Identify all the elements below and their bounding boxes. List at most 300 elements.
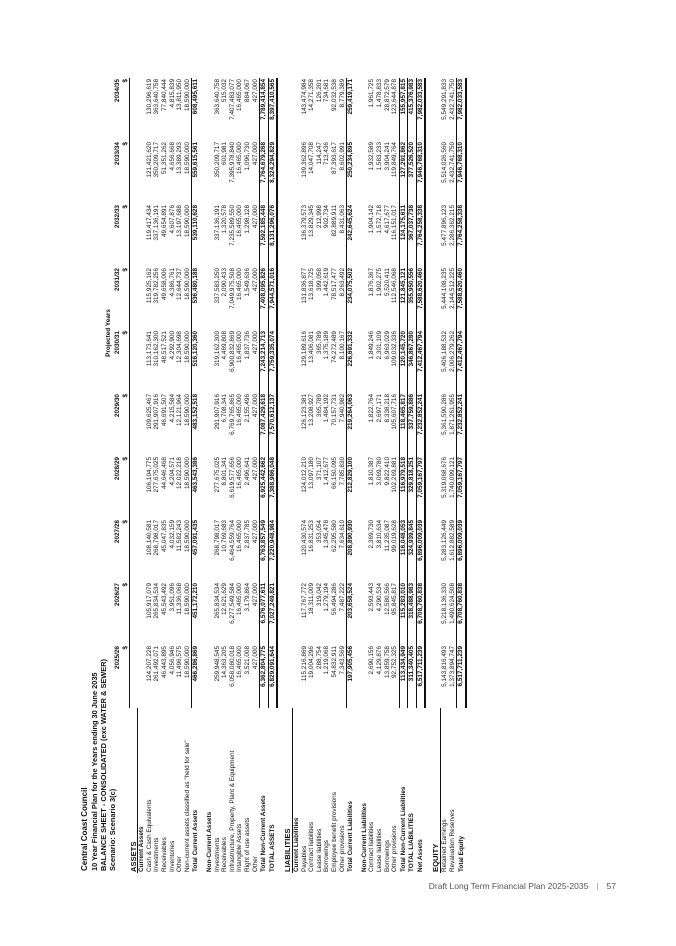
row-label: Receivables	[161, 837, 169, 872]
empty-cell	[284, 582, 292, 645]
value-cell: 1,219,068	[323, 646, 331, 675]
table-row	[384, 78, 392, 873]
value-cell: 28,872,579	[383, 79, 391, 111]
empty-cell	[130, 582, 138, 645]
value-cell: 234,075,502	[347, 267, 355, 330]
value-cell: 8,338,218	[383, 394, 391, 423]
value-cell: 355,950,556	[408, 267, 417, 330]
value-cell: 259,948,545	[213, 646, 221, 682]
value-cell: 311,340,405	[408, 645, 417, 708]
value-cell: 16,465,000	[236, 457, 244, 489]
value-cell: 13,811,950	[176, 79, 184, 111]
value-cell: 115,283,010	[399, 582, 408, 645]
value-cell: 18,590,000	[183, 457, 191, 489]
value-cell: 4,469,808	[221, 331, 229, 360]
value-cell: 4,617,677	[383, 205, 391, 234]
value-cell: 106,104,775	[145, 457, 153, 493]
value-cell: 12,580,566	[383, 583, 391, 615]
empty-cell	[292, 519, 300, 582]
value-cell: 6,896,009,039	[416, 519, 425, 582]
empty-cell	[432, 78, 440, 141]
value-cell: 353,054	[315, 520, 323, 544]
table-row	[441, 78, 449, 873]
table-row	[252, 78, 260, 873]
value-cell: 124,012,210	[300, 457, 308, 493]
empty-cell	[206, 204, 214, 267]
value-cell: 7,049,975,508	[228, 268, 236, 309]
value-cell: 1,583,233	[375, 142, 383, 171]
row-label: Total Non-Current Liabilities	[399, 786, 407, 872]
value-cell: 99,019,628	[391, 520, 399, 552]
value-cell: 116,048,053	[399, 519, 408, 582]
balance-sheet-page	[80, 78, 676, 873]
currency-cell: $	[122, 330, 130, 393]
value-cell: 6,708,341	[221, 394, 229, 423]
value-cell: 124,175,611	[399, 204, 408, 267]
value-cell: 7,785,830	[338, 457, 346, 486]
row-label: Payables	[300, 845, 308, 872]
value-cell: 16,465,000	[236, 268, 244, 300]
empty-cell	[361, 393, 369, 456]
row-label: Other	[176, 856, 184, 872]
value-cell: 16,465,000	[236, 583, 244, 615]
empty-cell	[292, 582, 300, 645]
year-header-cell: 2025/26	[114, 646, 121, 670]
value-cell: 11,496,575	[176, 646, 184, 678]
row-label: EQUITY	[432, 708, 440, 873]
value-cell: 114,247	[315, 142, 323, 165]
value-cell: 49,654,891	[161, 205, 169, 237]
empty-cell	[432, 204, 440, 267]
value-cell: 212,829,100	[347, 456, 355, 519]
table-row	[153, 78, 161, 873]
empty-cell	[206, 141, 214, 204]
value-cell: 8,602,991	[338, 142, 346, 171]
value-cell: 1,572,718	[375, 205, 383, 234]
empty-cell	[284, 456, 292, 519]
value-cell: 126,201	[315, 79, 323, 103]
table-row	[376, 78, 384, 873]
value-cell: 8,324,294,829	[268, 141, 277, 204]
value-cell: 7,789,414,854	[260, 78, 269, 141]
value-cell: 14,363,205	[221, 646, 229, 678]
value-cell: 1,478,833	[375, 79, 383, 108]
value-cell: 608,495,611	[192, 78, 200, 141]
row-label: Receivables	[221, 837, 229, 872]
empty-cell	[138, 141, 146, 204]
table-row	[339, 78, 347, 873]
value-cell: 12,644,737	[176, 268, 184, 300]
value-cell: 13,859,758	[383, 646, 391, 678]
value-cell: 45,543,492	[161, 583, 169, 615]
value-cell: 1,345,478	[323, 520, 331, 549]
value-cell: 16,831,253	[308, 520, 316, 552]
row-label: Non-Current Liabilities	[360, 803, 368, 872]
empty-cell	[130, 519, 138, 582]
value-cell: 1,810,387	[368, 457, 376, 486]
plan-subtitle: 10 Year Financial Plan for the Years ending 30 June 2035	[90, 672, 99, 871]
value-cell: 3,904,241	[383, 142, 391, 171]
empty-cell	[292, 645, 300, 708]
empty-cell	[206, 393, 214, 456]
currency-cell: $	[122, 582, 130, 645]
value-cell: 1,442,619	[323, 268, 331, 297]
value-cell: 126,123,381	[300, 394, 308, 430]
value-cell: 1,871,261,955	[448, 394, 456, 435]
empty-cell	[130, 645, 138, 708]
row-label: TOTAL ASSETS	[269, 824, 277, 872]
row-label: Intangible Assets	[236, 823, 244, 872]
total-row	[260, 78, 269, 873]
value-cell: 129,189,616	[300, 331, 308, 367]
value-cell: 2,432,741,750	[448, 79, 456, 120]
value-cell: 7,634,610	[338, 520, 346, 549]
value-cell: 7,940,982	[338, 394, 346, 423]
table-row	[301, 78, 309, 873]
row-label: Inventories	[168, 840, 176, 872]
subsection-header-row	[138, 78, 146, 873]
row-label: Other provisions	[338, 825, 346, 872]
empty-cell	[130, 267, 138, 330]
value-cell: 288,754	[315, 646, 323, 670]
row-label: Infrastructure, Property, Plant & Equipment	[228, 750, 236, 872]
table-row	[368, 78, 376, 873]
empty-cell	[138, 456, 146, 519]
projected-years-caption	[105, 78, 113, 873]
value-cell: 310,162,300	[153, 331, 161, 367]
empty-cell	[138, 204, 146, 267]
empty-cell	[206, 330, 214, 393]
value-cell: 2,369,730	[368, 520, 376, 549]
value-cell: 87,393,617	[330, 142, 338, 174]
value-cell: 1,320,578	[221, 205, 229, 234]
row-label: LIABILITIES	[284, 708, 292, 873]
value-cell: 4,815,839	[168, 79, 176, 108]
value-cell: 884,067	[244, 79, 251, 103]
value-cell: 363,640,758	[213, 79, 221, 115]
value-cell: 8,131,296,076	[268, 204, 277, 267]
empty-cell	[361, 645, 369, 708]
empty-cell	[432, 645, 440, 708]
value-cell: 136,379,573	[300, 205, 308, 241]
empty-cell	[292, 78, 300, 141]
value-cell: 1,096,730	[244, 142, 251, 171]
value-cell: 265,834,534	[153, 583, 161, 619]
value-cell: 2,496,641	[244, 457, 251, 486]
value-cell: 1,904,142	[368, 205, 376, 234]
empty-cell	[432, 582, 440, 645]
value-cell: 536,480,188	[192, 267, 200, 330]
value-cell: 2,593,443	[368, 583, 376, 612]
value-cell: 427,000	[251, 331, 259, 355]
currency-row	[122, 78, 130, 873]
value-cell: 2,090,433	[221, 268, 229, 297]
row-label: Contract liabilities	[308, 821, 316, 872]
empty-cell	[361, 141, 369, 204]
value-cell: 8,100,167	[338, 331, 346, 360]
value-cell: 7,487,222	[338, 583, 346, 612]
subsection-header-row	[361, 78, 369, 873]
value-cell: 3,951,096	[168, 583, 176, 612]
value-cell: 119,417,434	[145, 205, 153, 241]
table-row	[449, 78, 457, 873]
value-cell: 261,492,071	[153, 646, 161, 682]
empty-cell	[292, 456, 300, 519]
spacer-row	[277, 78, 284, 873]
empty-cell	[432, 267, 440, 330]
value-cell: 12,022,218	[176, 457, 184, 489]
empty-cell	[284, 519, 292, 582]
value-cell: 5,444,108,235	[440, 268, 448, 309]
value-cell: 105,917,079	[145, 583, 153, 619]
total-row	[416, 78, 425, 873]
value-cell: 1,961,725	[368, 79, 376, 108]
row-label: Revaluation Reserves	[448, 809, 456, 872]
value-cell: 123,644,878	[391, 79, 399, 115]
empty-cell	[206, 582, 214, 645]
value-cell: 415,376,983	[408, 78, 417, 141]
value-cell: 49,658,006	[161, 268, 169, 300]
value-cell: 7,395,978,840	[228, 142, 236, 183]
value-cell: 155,957,815	[399, 78, 408, 141]
value-cell: 130,296,619	[145, 79, 153, 115]
page-footer	[0, 881, 669, 895]
value-cell: 7,759,335,074	[268, 330, 277, 393]
value-cell: 483,152,518	[192, 393, 200, 456]
value-cell: 13,406,081	[308, 331, 316, 363]
value-cell: 5,143,816,493	[440, 646, 448, 687]
value-cell: 116,151,017	[391, 205, 399, 241]
row-label: Contract liabilities	[368, 821, 376, 872]
row-label: Other provisions	[391, 825, 399, 872]
value-cell: 7,220,948,984	[268, 519, 277, 582]
empty-cell	[361, 456, 369, 519]
table-body	[114, 78, 466, 873]
value-cell: 291,907,916	[213, 394, 221, 430]
value-cell: 1,484,192	[323, 394, 331, 423]
section-header-row	[284, 78, 292, 873]
year-header-cell: 2030/31	[114, 331, 121, 355]
value-cell: 12,121,964	[176, 394, 184, 426]
value-cell: 319,782,256	[153, 268, 161, 304]
empty-cell	[432, 456, 440, 519]
row-label: Lease liabilities	[375, 828, 383, 872]
value-cell: 120,145,720	[399, 330, 408, 393]
value-cell: 250,234,895	[347, 141, 355, 204]
value-cell: 7,764,258,338	[457, 204, 466, 267]
value-cell: 291,907,916	[153, 394, 161, 430]
balance-sheet-table	[114, 78, 467, 873]
value-cell: 457,091,435	[192, 519, 200, 582]
empty-cell	[284, 393, 292, 456]
year-header-cell: 2032/33	[114, 205, 121, 229]
value-cell: 51,351,262	[161, 142, 169, 174]
value-cell: 1,490,624,508	[448, 583, 456, 624]
currency-cell: $	[122, 519, 130, 582]
value-cell: 16,465,000	[236, 205, 244, 237]
value-cell: 115,925,162	[145, 268, 153, 304]
value-cell: 112,546,068	[391, 268, 399, 304]
value-cell: 18,590,000	[183, 520, 191, 552]
year-header-cell: 2034/35	[114, 79, 121, 103]
value-cell: 427,000	[251, 457, 259, 481]
currency-cell: $	[122, 645, 130, 708]
table-row	[236, 78, 244, 873]
value-cell: 7,764,679,268	[260, 141, 269, 204]
value-cell: 143,474,984	[300, 79, 308, 115]
value-cell: 466,286,869	[192, 645, 200, 708]
empty-cell	[206, 78, 214, 141]
value-cell: 7,388,986,048	[268, 456, 277, 519]
value-cell: 734,681	[323, 79, 331, 103]
value-cell: 119,849,764	[391, 142, 399, 178]
year-header-cell: 2026/27	[114, 583, 121, 607]
year-header-cell: 2027/28	[114, 520, 121, 544]
value-cell: 337,136,191	[153, 205, 161, 241]
row-label: TOTAL LIABILITIES	[408, 813, 416, 872]
value-cell: 7,412,467,794	[457, 330, 466, 393]
value-cell: 16,465,000	[236, 79, 244, 111]
value-cell: 365,789	[315, 394, 323, 418]
value-cell: 226,691,332	[347, 330, 355, 393]
subsection-header-row	[206, 78, 214, 873]
row-label: Retained Earnings	[441, 819, 449, 872]
value-cell: 8,263,492	[338, 268, 346, 297]
value-cell: 4,032,159	[168, 520, 176, 549]
value-cell: 2,697,171	[375, 394, 383, 423]
value-cell: 265,834,534	[213, 583, 221, 619]
value-cell: 116,979,518	[399, 456, 408, 519]
value-cell: 18,590,000	[183, 583, 191, 615]
value-cell: 5,319,068,676	[440, 457, 448, 498]
value-cell: 350,209,717	[213, 142, 221, 178]
value-cell: 6,464,559,764	[228, 520, 236, 561]
value-cell: 516,120,360	[192, 330, 200, 393]
empty-cell	[292, 204, 300, 267]
value-cell: 3,810,634	[375, 520, 383, 549]
value-cell: 48,517,521	[161, 331, 169, 363]
scenario-label: Scenario: Scenario 3(c)	[108, 788, 117, 871]
empty-cell	[361, 78, 369, 141]
value-cell: 102,269,881	[391, 457, 399, 493]
value-cell: 6,963,029	[383, 331, 391, 360]
value-cell: 7,946,768,310	[416, 141, 425, 204]
value-cell: 82,889,911	[330, 205, 338, 237]
value-cell: 18,590,000	[183, 142, 191, 174]
empty-cell	[284, 78, 292, 141]
value-cell: 7,982,033,583	[416, 78, 425, 141]
value-cell: 13,618,725	[308, 268, 316, 300]
council-title: Central Coast Council	[80, 787, 89, 871]
statement-title: BALANCE SHEET - CONSOLIDATED (exc WATER & SEWER)	[99, 658, 108, 871]
value-cell: 18,590,000	[183, 394, 191, 426]
value-cell: 208,890,930	[347, 519, 355, 582]
total-row	[457, 78, 466, 873]
value-cell: 6,896,009,039	[457, 519, 466, 582]
value-cell: 601,981	[221, 142, 229, 166]
value-cell: 4,129,876	[375, 646, 383, 675]
value-cell: 6,769,765,865	[228, 394, 236, 435]
value-cell: 365,789	[315, 331, 323, 355]
value-cell: 14,271,358	[308, 79, 316, 111]
empty-cell	[292, 330, 300, 393]
value-cell: 1,932,589	[368, 142, 376, 171]
table-row	[391, 78, 399, 873]
value-cell: 277,675,025	[153, 457, 161, 493]
value-cell: 16,465,000	[236, 394, 244, 426]
table-row	[214, 78, 222, 873]
value-cell: 268,798,017	[153, 520, 161, 556]
value-cell: 11,235,087	[383, 520, 391, 552]
currency-cell: $	[122, 456, 130, 519]
value-cell: 2,432,741,750	[448, 142, 456, 183]
empty-cell	[138, 78, 146, 141]
value-cell: 92,032,538	[330, 79, 338, 111]
table-row	[331, 78, 339, 873]
row-label: Investments	[213, 837, 221, 872]
value-cell: 277,675,025	[213, 457, 221, 493]
value-cell: 74,272,489	[330, 331, 338, 363]
total-row	[408, 78, 417, 873]
value-cell: 13,208,927	[308, 394, 316, 426]
value-cell: 7,343,569	[338, 646, 346, 675]
spacer-cell	[277, 78, 284, 873]
empty-cell	[284, 204, 292, 267]
empty-cell	[292, 393, 300, 456]
value-cell: 2,837,785	[244, 520, 251, 549]
value-cell: 337,759,886	[408, 393, 417, 456]
table-row	[184, 78, 192, 873]
value-cell: 113,173,641	[145, 331, 153, 367]
empty-cell	[138, 330, 146, 393]
footer-separator: |	[596, 881, 599, 891]
value-cell: 2,155,496	[244, 394, 251, 423]
table-row	[316, 78, 324, 873]
row-label: Total Current Liabilities	[346, 801, 354, 872]
value-cell: 13,829,345	[308, 205, 316, 237]
empty-cell	[292, 141, 300, 204]
empty-cell	[284, 645, 292, 708]
value-cell: 219,264,063	[347, 393, 355, 456]
empty-cell	[130, 78, 138, 141]
value-cell: 6,277,549,584	[228, 583, 236, 624]
value-cell: 11,336,068	[176, 583, 184, 615]
value-cell: 6,517,711,239	[416, 645, 425, 708]
value-cell: 1,549,636	[244, 268, 251, 297]
total-row	[347, 78, 355, 873]
value-cell: 6,900,832,869	[228, 331, 236, 372]
value-cell: 1,837,736	[244, 331, 251, 360]
table-row	[146, 78, 154, 873]
value-cell: 2,144,512,225	[448, 268, 456, 309]
value-cell: 18,590,000	[183, 268, 191, 300]
value-cell: 10,769,683	[221, 520, 229, 552]
value-cell: 4,204,571	[168, 457, 176, 486]
value-cell: 427,000	[251, 268, 259, 292]
row-label: Cash & Cash Equivalents	[145, 799, 153, 872]
value-cell: 6,576,077,611	[260, 582, 269, 645]
value-cell: 427,000	[251, 142, 259, 166]
value-cell: 427,000	[251, 205, 259, 229]
value-cell: 3,069,780	[375, 457, 383, 486]
value-cell: 4,607,876	[168, 205, 176, 234]
table-row	[161, 78, 169, 873]
year-header-cell: 2031/32	[114, 268, 121, 292]
empty-cell	[130, 141, 138, 204]
row-label: ASSETS	[130, 708, 138, 873]
value-cell: 8,801,341	[221, 457, 229, 486]
empty-cell	[361, 519, 369, 582]
